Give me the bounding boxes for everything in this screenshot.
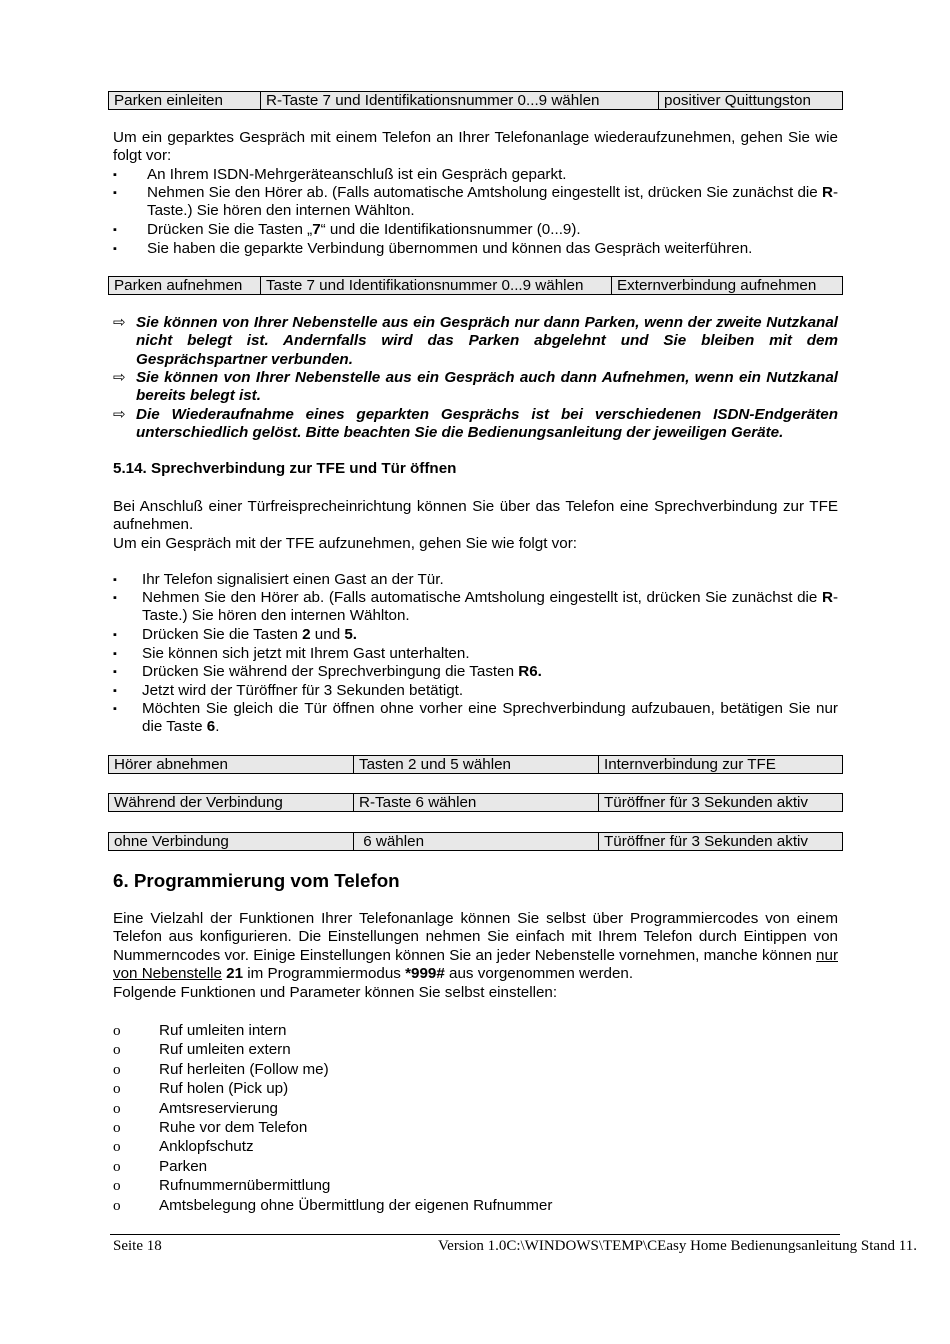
table-cell: positiver Quittungston <box>664 92 811 109</box>
footer-page-number: Seite 18 <box>113 1238 162 1254</box>
circle-bullet-icon: o <box>113 1119 121 1136</box>
text-run: Sie haben die geparkte Verbindung übernommen und können das Gespräch weiterführen. <box>147 240 753 257</box>
table-cell: Türöffner für 3 Sekunden aktiv <box>604 833 809 850</box>
arrow-right-icon: ⇨ <box>113 369 126 386</box>
list-item-text <box>147 166 838 184</box>
circle-bullet-icon: o <box>113 1099 121 1117</box>
function-name: Ruf herleiten (Follow me) <box>159 1060 329 1078</box>
table-cell: Hörer abnehmen <box>109 756 354 773</box>
bullet-icon: ▪ <box>113 648 117 660</box>
bold-text: 21 <box>226 965 244 983</box>
note-3 <box>113 406 838 443</box>
function-name: Rufnummernübermittlung <box>159 1177 331 1195</box>
text-run: “ und die Identifikationsnummer (0...9). <box>320 221 581 238</box>
table-ohne-verbindung <box>108 832 843 851</box>
text-run: im Programmiermodus <box>243 965 406 983</box>
bullet-icon: ▪ <box>113 243 117 255</box>
function-name: Ruf umleiten intern <box>159 1022 287 1039</box>
circle-bullet-icon: o <box>113 1157 121 1175</box>
circle-bullet-icon: o <box>113 1196 121 1214</box>
text-run: An Ihrem ISDN-Mehrgeräteanschluß ist ein Gespräch geparkt. <box>147 166 567 183</box>
function-name: Amtsreservierung <box>159 1099 279 1117</box>
text-run: -Taste.) Sie hören den internen Wählton. <box>147 184 838 220</box>
function-name: Parken <box>159 1157 208 1175</box>
table-parken-aufnehmen <box>108 276 843 295</box>
bold-text: R <box>821 589 833 606</box>
list-item-text <box>142 626 838 644</box>
text-run: -Taste.) Sie hören den internen Wählton. <box>142 589 838 625</box>
list-item-text <box>142 571 838 589</box>
bullet-icon: ▪ <box>113 187 117 199</box>
text-run: aus vorgenommen werden. <box>444 965 634 983</box>
text-run: Drücken Sie während der Sprechverbingung die Tasten <box>142 663 519 680</box>
table-hoerer-abnehmen <box>108 755 843 774</box>
text-run: und <box>310 626 345 643</box>
bullet-icon: ▪ <box>113 703 117 715</box>
text-run: Ihr Telefon signalisiert einen Gast an der Tür. <box>142 571 444 588</box>
bullet-icon: ▪ <box>113 574 117 586</box>
text-run: Möchten Sie gleich die Tür öffnen ohne vorher eine Sprechverbindung aufzubauen, betätigen Sie nur die Taste <box>142 700 838 736</box>
bullet-icon: ▪ <box>113 666 117 678</box>
list-item-text <box>142 663 838 681</box>
note-1 <box>113 314 838 369</box>
list-item-text <box>142 645 838 663</box>
circle-bullet-icon: o <box>113 1138 121 1156</box>
paragraph-programmierung-2: Folgende Funktionen und Parameter können Sie selbst einstellen: <box>113 984 558 1001</box>
section-heading-6: 6. Programmierung vom Telefon <box>113 870 400 891</box>
note-text: Sie können von Ihrer Nebenstelle aus ein Gespräch auch dann Aufnehmen, wenn ein Nutzkanal bereits belegt ist. <box>136 369 838 405</box>
bold-text: 6 <box>206 718 216 736</box>
text-run: Nehmen Sie den Hörer ab. (Falls automatische Amtsholung eingestellt ist, drücken Sie zunächst die <box>142 589 822 606</box>
function-name: Ruhe vor dem Telefon <box>159 1119 308 1136</box>
table-cell: Taste 7 und Identifikationsnummer 0...9 wählen <box>261 277 612 294</box>
text-run: Nehmen Sie den Hörer ab. (Falls automatische Amtsholung eingestellt ist, drücken Sie zunächst die <box>147 184 822 201</box>
bold-text: 7 <box>312 221 321 238</box>
text-run: Jetzt wird der Türöffner für 3 Sekunden betätigt. <box>142 682 464 699</box>
bullet-icon: ▪ <box>113 629 117 641</box>
bold-text: 5. <box>344 626 358 643</box>
text-run: . <box>215 718 220 736</box>
table-cell: 6 wählen <box>354 833 599 850</box>
bullet-icon: ▪ <box>113 592 117 604</box>
bold-text: R6. <box>518 663 542 680</box>
list-item-text <box>147 240 838 258</box>
text-run: Drücken Sie die Tasten „ <box>147 221 313 238</box>
function-name: Ruf holen (Pick up) <box>159 1080 289 1098</box>
text-run: Eine Vielzahl der Funktionen Ihrer Telefonanlage können Sie selbst über Programmiercodes von einem Telefon aus konfigurieren. Die Einstellungen nehmen Sie einfach mit Ihrem Telefon durch Eintippen von Nummerncodes vor. Einige Einstellungen können Sie an jeder Nebenstelle vornehmen, manche können <box>113 910 838 964</box>
table-cell: Externverbindung aufnehmen <box>617 277 817 294</box>
paragraph-intro-aufnehmen: Um ein geparktes Gespräch mit einem Telefon an Ihrer Telefonanlage wiederaufzunehmen, gehen Sie wie folgt vor: <box>113 129 838 165</box>
list-item-text <box>142 682 838 700</box>
footer-version: Version 1.0C:\WINDOWS\TEMP\CEasy Home Bedienungsanleitung Stand 11. <box>438 1238 917 1254</box>
note-2 <box>113 369 838 406</box>
bullet-icon: ▪ <box>113 685 117 697</box>
list-item-text <box>147 221 838 239</box>
arrow-right-icon: ⇨ <box>113 406 126 423</box>
table-parken-einleiten <box>108 91 843 110</box>
table-waehrend-verbindung <box>108 793 843 812</box>
table-cell: ohne Verbindung <box>109 833 354 850</box>
table-cell: Parken einleiten <box>109 92 261 109</box>
arrow-right-icon: ⇨ <box>113 314 126 331</box>
footer-divider <box>110 1234 840 1235</box>
bold-text: R <box>821 184 833 201</box>
list-item-text <box>147 184 838 221</box>
function-name: Amtsbelegung ohne Übermittlung der eigenen Rufnummer <box>159 1196 553 1214</box>
bullet-icon: ▪ <box>113 224 117 236</box>
paragraph-tfe-intro-2: Um ein Gespräch mit der TFE aufzunehmen, gehen Sie wie folgt vor: <box>113 535 578 552</box>
table-cell: Türöffner für 3 Sekunden aktiv <box>604 794 809 811</box>
table-cell: Parken aufnehmen <box>109 277 261 294</box>
note-text: Sie können von Ihrer Nebenstelle aus ein Gespräch nur dann Parken, wenn der zweite Nutzkanal nicht belegt ist. Andernfalls wird das Parken abgelehnt und Sie bleiben mit dem Gesprächspartner verbunden. <box>136 314 838 368</box>
bullet-icon: ▪ <box>113 169 117 181</box>
circle-bullet-icon: o <box>113 1060 121 1078</box>
function-name: Ruf umleiten extern <box>159 1041 291 1059</box>
circle-bullet-icon: o <box>113 1041 121 1059</box>
table-cell: Tasten 2 und 5 wählen <box>354 756 599 773</box>
bold-text: *999# <box>405 965 445 983</box>
note-text: Die Wiederaufnahme eines geparkten Gesprächs ist bei verschiedenen ISDN-Endgeräten unterschiedlich gelöst. Bitte beachten Sie die Bedienungsanleitung der jeweiligen Geräte. <box>136 406 838 442</box>
circle-bullet-icon: o <box>113 1080 121 1098</box>
circle-bullet-icon: o <box>113 1177 121 1195</box>
table-cell: Internverbindung zur TFE <box>604 756 776 773</box>
table-cell: R-Taste 7 und Identifikationsnummer 0...9 wählen <box>261 92 659 109</box>
bold-text: 2 <box>302 626 311 643</box>
table-cell: Während der Verbindung <box>109 794 354 811</box>
underlined-text: nur von Nebenstelle <box>113 946 838 983</box>
text-run: Drücken Sie die Tasten <box>142 626 303 643</box>
list-item-text <box>142 700 838 737</box>
text-run: Sie können sich jetzt mit Ihrem Gast unterhalten. <box>142 645 470 662</box>
table-cell: R-Taste 6 wählen <box>354 794 599 811</box>
list-item-text <box>142 589 838 626</box>
function-name: Anklopfschutz <box>159 1138 254 1156</box>
paragraph-programmierung <box>113 910 838 984</box>
circle-bullet-icon: o <box>113 1022 121 1039</box>
paragraph-tfe-intro: Bei Anschluß einer Türfreisprecheinrichtung können Sie über das Telefon eine Sprechverbindung zur TFE aufnehmen. <box>113 498 838 534</box>
section-heading-5-14: 5.14. Sprechverbindung zur TFE und Tür öffnen <box>113 460 457 477</box>
